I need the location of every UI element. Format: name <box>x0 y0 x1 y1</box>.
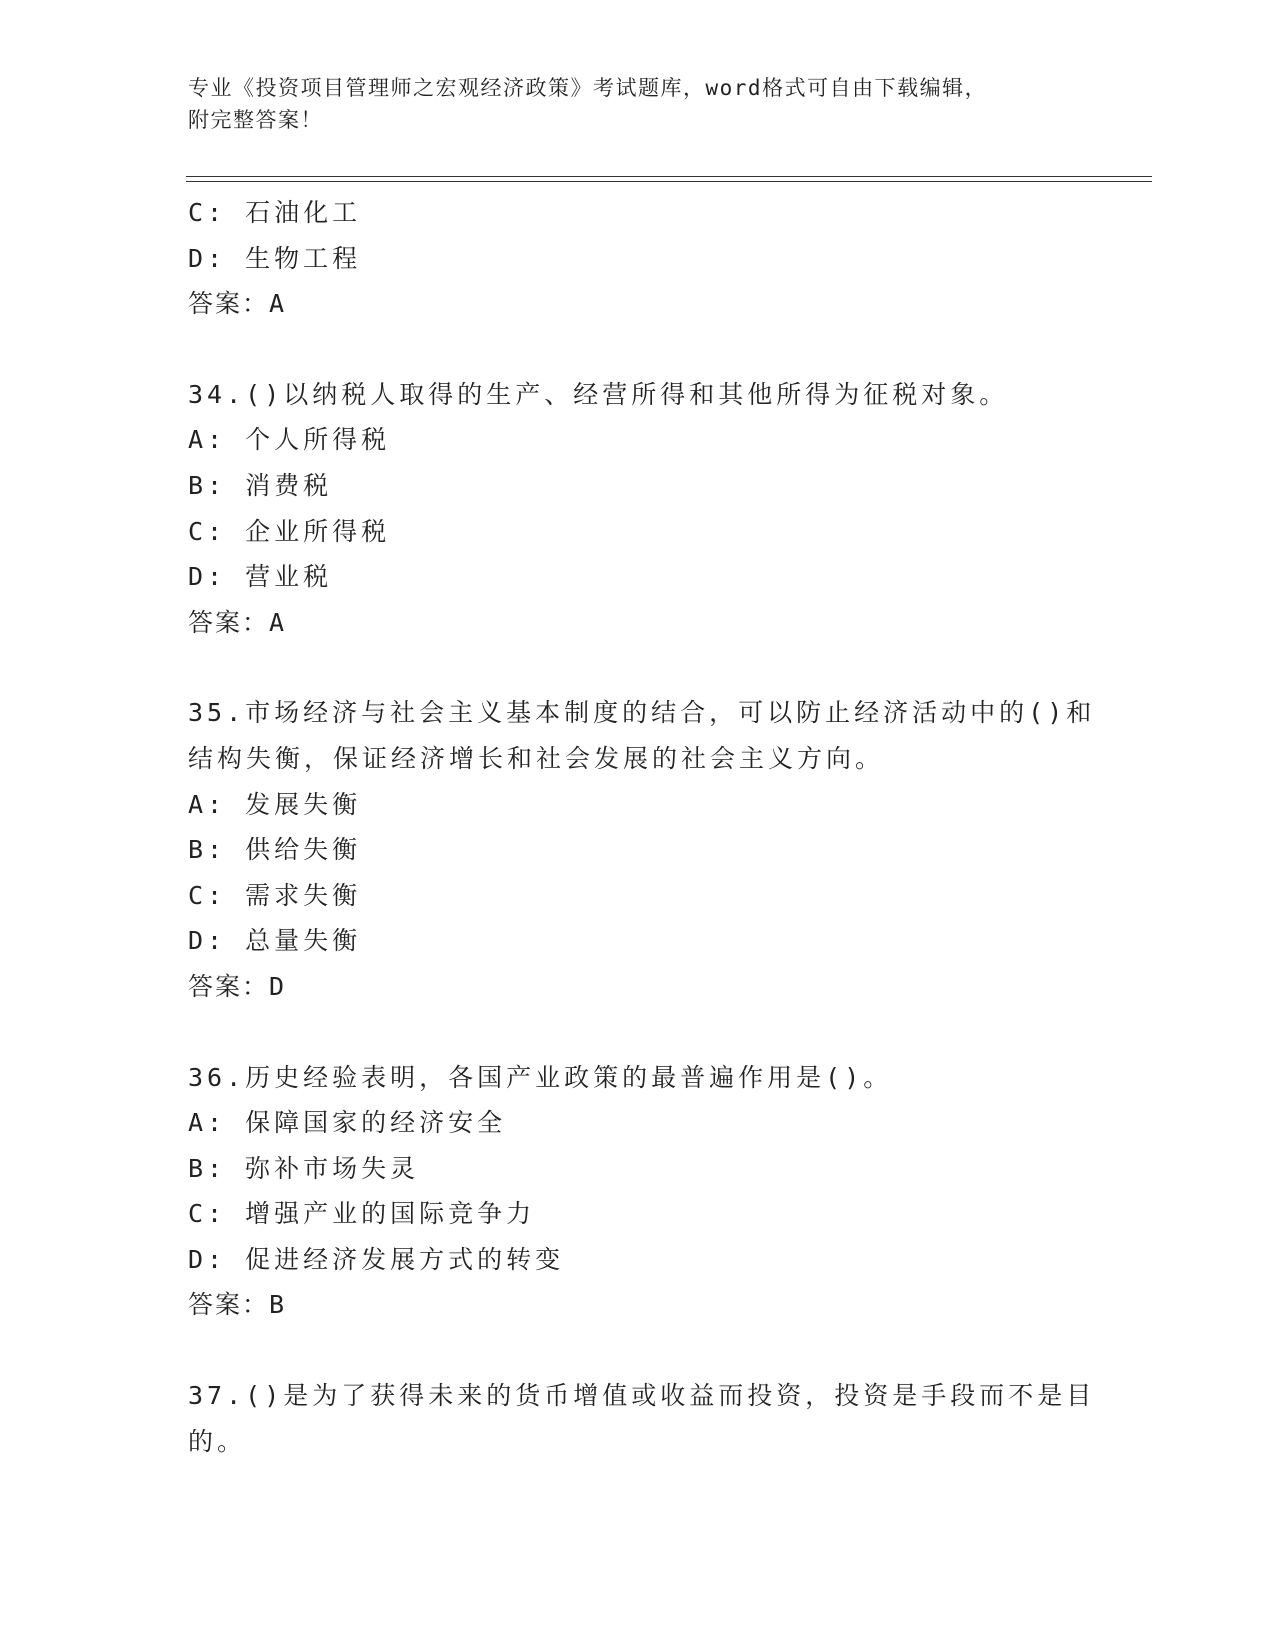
answer: 答案：D <box>188 971 287 1001</box>
question-36 <box>188 1055 1088 1329</box>
document-header <box>188 72 1048 136</box>
question-text-line-1: 37.()是为了获得未来的货币增值或收益而投资，投资是手段而不是目 <box>188 1381 1096 1411</box>
question-text-line-1: 35.市场经济与社会主义基本制度的结合，可以防止经济活动中的()和 <box>188 698 1096 728</box>
question-34 <box>188 372 1088 646</box>
option-b: B: 消费税 <box>188 470 333 500</box>
option-d: D: 总量失衡 <box>188 926 362 956</box>
question-33-continued <box>188 190 1088 327</box>
header-divider-bottom <box>186 181 1152 182</box>
header-line-2: 附完整答案！ <box>188 108 323 132</box>
answer: 答案：B <box>188 1290 287 1320</box>
question-list <box>188 190 1096 1464</box>
option-a: A: 发展失衡 <box>188 789 362 819</box>
answer: 答案：A <box>188 607 287 637</box>
question-37 <box>188 1373 1096 1464</box>
option-d: D: 营业税 <box>188 562 333 592</box>
header-divider-top <box>186 176 1152 177</box>
option-d: D: 促进经济发展方式的转变 <box>188 1244 565 1274</box>
question-text: 34.()以纳税人取得的生产、经营所得和其他所得为征税对象。 <box>188 379 1009 409</box>
option-b: B: 供给失衡 <box>188 835 362 865</box>
question-35 <box>188 690 1096 1009</box>
question-text-line-2: 结构失衡，保证经济增长和社会发展的社会主义方向。 <box>188 743 885 773</box>
option-b: B: 弥补市场失灵 <box>188 1153 420 1183</box>
option-c: C: 需求失衡 <box>188 880 362 910</box>
option-d: D: 生物工程 <box>188 243 362 273</box>
option-c: C: 企业所得税 <box>188 516 391 546</box>
option-a: A: 保障国家的经济安全 <box>188 1108 507 1138</box>
header-line-1: 专业《投资项目管理师之宏观经济政策》考试题库，word格式可自由下载编辑， <box>188 76 988 100</box>
option-c: C: 增强产业的国际竞争力 <box>188 1199 536 1229</box>
option-c: C: 石油化工 <box>188 198 362 227</box>
question-text-line-2: 的。 <box>188 1426 247 1456</box>
answer: 答案：A <box>188 289 287 319</box>
option-a: A: 个人所得税 <box>188 425 391 455</box>
question-text: 36.历史经验表明，各国产业政策的最普遍作用是()。 <box>188 1062 893 1092</box>
